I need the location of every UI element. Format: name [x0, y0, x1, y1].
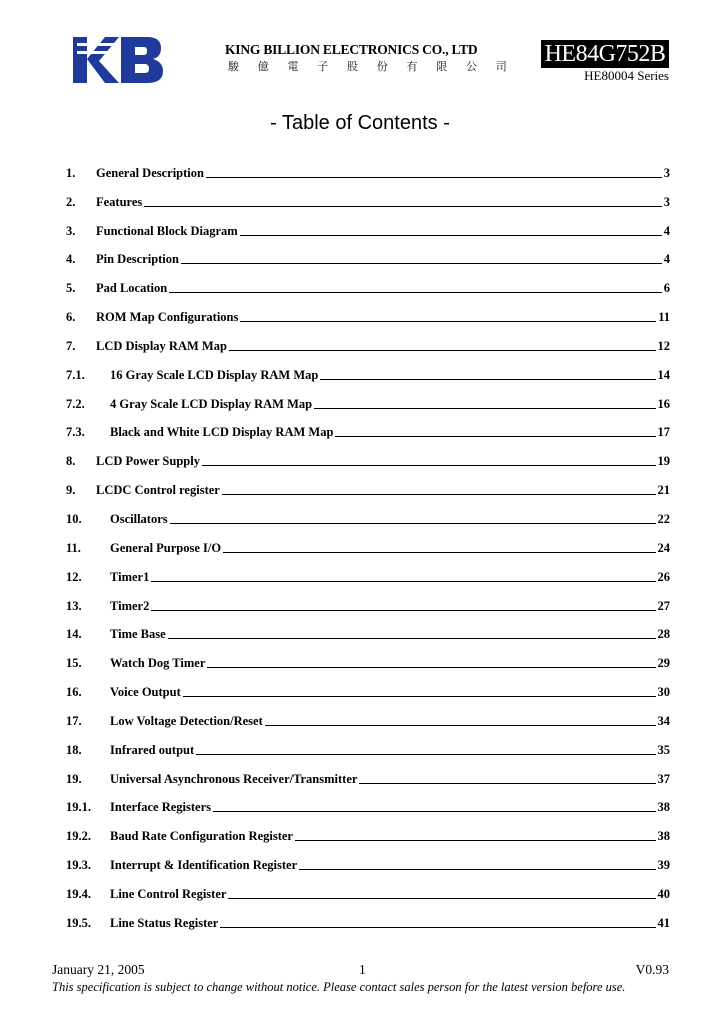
toc-leader-line: [213, 811, 656, 812]
toc-entry-title: 4 Gray Scale LCD Display RAM Map: [110, 396, 313, 411]
toc-entry[interactable]: [66, 642, 670, 671]
toc-entry-number: 19.: [66, 771, 82, 786]
toc-entry-number: 15.: [66, 656, 82, 671]
toc-entry-title: Line Status Register: [110, 915, 219, 930]
toc-entry-number: 19.2.: [66, 829, 91, 844]
toc-entry-title: Oscillators: [110, 511, 168, 526]
toc-entry-title: Watch Dog Timer: [110, 656, 206, 671]
toc-entry-title: Time Base: [110, 627, 166, 642]
toc-entry[interactable]: [66, 440, 670, 469]
series-label: HE80004 Series: [584, 68, 669, 83]
footer-page-number: 1: [359, 962, 366, 977]
toc-entry-title: Voice Output: [110, 685, 181, 700]
toc-entry-page: 3: [663, 165, 670, 180]
toc-entry-number: 7.1.: [66, 367, 85, 382]
toc-entry-number: 8.: [66, 454, 76, 469]
toc-entry[interactable]: [66, 844, 670, 873]
toc-entry[interactable]: [66, 671, 670, 700]
toc-leader-line: [314, 408, 655, 409]
toc-entry-page: 27: [657, 598, 670, 613]
toc-leader-line: [240, 321, 656, 322]
toc-entry[interactable]: [66, 527, 670, 556]
toc-entry-number: 6.: [66, 310, 76, 325]
toc-entry[interactable]: [66, 354, 670, 383]
toc-leader-line: [168, 638, 656, 639]
toc-entry-page: 38: [657, 829, 670, 844]
toc-entry-page: 29: [657, 656, 670, 671]
toc-entry[interactable]: [66, 296, 670, 325]
toc-entry-number: 4.: [66, 252, 76, 267]
toc-leader-line: [202, 465, 656, 466]
toc-entry-number: 16.: [66, 685, 82, 700]
toc-entry[interactable]: [66, 152, 670, 181]
toc-entry-page: 3: [663, 194, 670, 209]
toc-entry[interactable]: [66, 556, 670, 585]
toc-entry-title: Line Control Register: [110, 886, 227, 901]
toc-leader-line: [299, 869, 655, 870]
toc-entry-number: 12.: [66, 569, 82, 584]
toc-entry[interactable]: [66, 787, 670, 816]
toc-entry-page: 34: [657, 713, 670, 728]
toc-entry-title: Timer2: [110, 598, 150, 613]
toc-leader-line: [228, 898, 655, 899]
toc-entry-page: 28: [657, 627, 670, 642]
toc-entry-page: 22: [657, 511, 670, 526]
toc-leader-line: [151, 610, 655, 611]
toc-entry-number: 13.: [66, 598, 82, 613]
toc-entry-page: 4: [663, 252, 670, 267]
toc-leader-line: [222, 494, 656, 495]
toc-entry-page: 17: [657, 425, 670, 440]
toc-entry-page: 21: [657, 483, 670, 498]
toc-entry-page: 11: [658, 310, 670, 325]
toc-entry[interactable]: [66, 902, 670, 931]
toc-entry-number: 9.: [66, 483, 76, 498]
toc-entry-page: 26: [657, 569, 670, 584]
toc-entry-title: Timer1: [110, 569, 150, 584]
toc-entry-title: Infrared output: [110, 742, 195, 757]
toc-leader-line: [295, 840, 656, 841]
toc-entry-title: Functional Block Diagram: [96, 223, 238, 238]
toc-entry-number: 11.: [66, 540, 81, 555]
toc-leader-line: [144, 206, 661, 207]
toc-entry-title: Universal Asynchronous Receiver/Transmitter: [110, 771, 358, 786]
toc-entry[interactable]: [66, 210, 670, 239]
toc-entry-title: General Description: [96, 165, 204, 180]
toc-leader-line: [265, 725, 656, 726]
toc-leader-line: [220, 927, 655, 928]
toc-entry[interactable]: [66, 729, 670, 758]
toc-entry-page: 19: [657, 454, 670, 469]
toc-entry[interactable]: [66, 469, 670, 498]
toc-leader-line: [196, 754, 655, 755]
toc-entry-title: Black and White LCD Display RAM Map: [110, 425, 334, 440]
toc-entry[interactable]: [66, 815, 670, 844]
toc-entry-title: Features: [96, 194, 143, 209]
toc-entry[interactable]: [66, 267, 670, 296]
toc-entry-page: 16: [657, 396, 670, 411]
toc-entry[interactable]: [66, 614, 670, 643]
toc-entry-page: 38: [657, 800, 670, 815]
toc-entry[interactable]: [66, 700, 670, 729]
company-logo: [73, 35, 163, 85]
toc-entry-title: Interface Registers: [110, 800, 211, 815]
toc-entry-page: 24: [657, 540, 670, 555]
toc-leader-line: [181, 263, 662, 264]
toc-leader-line: [207, 667, 655, 668]
page-title: - Table of Contents -: [270, 112, 450, 134]
toc-entry-title: 16 Gray Scale LCD Display RAM Map: [110, 367, 319, 382]
footer-version: V0.93: [635, 962, 669, 977]
toc-entry-page: 39: [657, 858, 670, 873]
toc-entry-number: 7.3.: [66, 425, 85, 440]
toc-entry-title: Baud Rate Configuration Register: [110, 829, 293, 844]
toc-entry-number: 1.: [66, 165, 76, 180]
toc-entry-title: ROM Map Configurations: [96, 310, 239, 325]
toc-leader-line: [359, 783, 655, 784]
toc-entry-number: 3.: [66, 223, 76, 238]
toc-entry-page: 4: [663, 223, 670, 238]
toc-entry-number: 5.: [66, 281, 76, 296]
toc-entry-page: 37: [657, 771, 670, 786]
toc-entry[interactable]: [66, 181, 670, 210]
footer-date: January 21, 2005: [52, 962, 145, 977]
toc-entry-title: LCD Display RAM Map: [96, 338, 227, 353]
toc-entry[interactable]: [66, 498, 670, 527]
toc-leader-line: [335, 436, 655, 437]
toc-leader-line: [223, 552, 655, 553]
toc-entry-number: 7.: [66, 338, 76, 353]
toc-entry-number: 19.4.: [66, 886, 91, 901]
toc-entry[interactable]: [66, 383, 670, 412]
toc-entry-number: 19.3.: [66, 858, 91, 873]
toc-entry-page: 30: [657, 685, 670, 700]
toc-entry-page: 14: [657, 367, 670, 382]
toc-entry-number: 19.1.: [66, 800, 91, 815]
toc-leader-line: [240, 235, 662, 236]
toc-entry-title: Interrupt & Identification Register: [110, 858, 298, 873]
toc-entry-page: 35: [657, 742, 670, 757]
toc-entry-title: Low Voltage Detection/Reset: [110, 713, 263, 728]
toc-entry-title: LCD Power Supply: [96, 454, 200, 469]
toc-entry-number: 14.: [66, 627, 82, 642]
toc-entry[interactable]: [66, 239, 670, 268]
toc-entry-page: 40: [657, 886, 670, 901]
toc-leader-line: [169, 292, 662, 293]
toc-entry[interactable]: [66, 758, 670, 787]
company-name-cn: 駿 億 電 子 股 份 有 限 公 司: [228, 61, 515, 73]
part-number-box: [541, 40, 669, 68]
toc-entry-number: 7.2.: [66, 396, 85, 411]
toc-entry-title: LCDC Control register: [96, 483, 220, 498]
toc-leader-line: [183, 696, 656, 697]
toc-entry[interactable]: [66, 873, 670, 902]
toc-entry-number: 17.: [66, 713, 82, 728]
toc-entry-title: General Purpose I/O: [110, 540, 222, 555]
toc-leader-line: [320, 379, 655, 380]
toc-entry-page: 12: [657, 338, 670, 353]
toc-entry-page: 6: [663, 281, 670, 296]
table-of-contents: [66, 152, 670, 931]
toc-entry[interactable]: [66, 412, 670, 441]
toc-entry[interactable]: [66, 585, 670, 614]
toc-entry-title: Pad Location: [96, 281, 168, 296]
toc-leader-line: [151, 581, 655, 582]
company-name: KING BILLION ELECTRONICS CO., LTD: [225, 42, 478, 57]
toc-leader-line: [170, 523, 656, 524]
logo-text: KB: [73, 35, 75, 36]
toc-entry-number: 18.: [66, 742, 82, 757]
toc-leader-line: [206, 177, 662, 178]
toc-entry-number: 2.: [66, 194, 76, 209]
toc-entry-title: Pin Description: [96, 252, 179, 267]
footer-disclaimer: This specification is subject to change without notice. Please contact sales person for the latest version before use.: [52, 980, 626, 994]
toc-leader-line: [229, 350, 656, 351]
toc-entry[interactable]: [66, 325, 670, 354]
part-number: HE84G752B: [544, 41, 666, 67]
toc-entry-number: 10.: [66, 511, 82, 526]
toc-entry-page: 41: [657, 915, 670, 930]
toc-entry-number: 19.5.: [66, 915, 91, 930]
